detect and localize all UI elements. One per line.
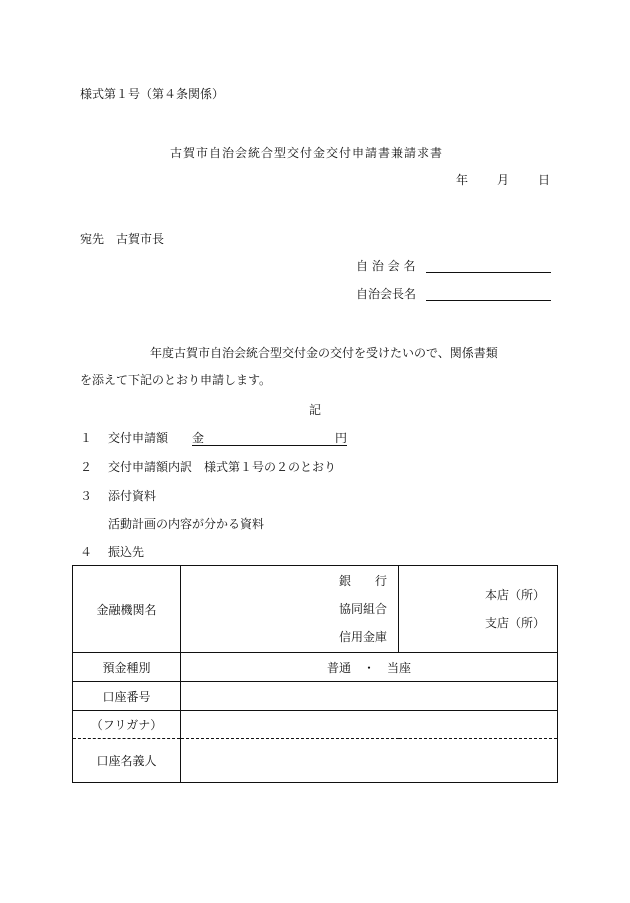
association-name-field[interactable] xyxy=(426,259,551,273)
bank-account-table xyxy=(72,565,558,783)
furigana-label: （フリガナ） xyxy=(73,711,181,739)
account-number-row xyxy=(73,682,558,711)
deposit-type-value[interactable]: 普通 ・ 当座 xyxy=(181,653,558,682)
institution-row xyxy=(73,566,558,653)
association-name-label: 自 治 会 名 xyxy=(356,259,416,273)
item2-label: 交付申請額内訳 様式第１号の２のとおり xyxy=(108,460,337,474)
institution-label: 金融機関名 xyxy=(73,566,181,653)
item4-number: ４ xyxy=(80,545,93,559)
deposit-type-label: 預金種別 xyxy=(73,653,181,682)
bank-type-cell[interactable] xyxy=(181,566,399,653)
bank-type-cooperative: 協同組合 xyxy=(338,602,387,616)
account-number-label: 口座番号 xyxy=(73,682,181,711)
account-holder-label: 口座名義人 xyxy=(73,739,181,783)
date-day: 日 xyxy=(538,173,551,187)
item1-number: １ xyxy=(80,431,93,445)
bank-type-bank: 銀 行 xyxy=(338,574,387,588)
form-number: 様式第１号（第４条関係） xyxy=(80,87,225,101)
branch-head-office: 本店（所） xyxy=(484,588,545,602)
amount-prefix: 金 xyxy=(192,431,205,445)
chairperson-name-label: 自治会長名 xyxy=(356,287,417,301)
page-title: 古賀市自治会統合型交付金交付申請書兼請求書 xyxy=(170,146,444,160)
furigana-row xyxy=(73,711,558,739)
branch-office: 支店（所） xyxy=(484,616,545,630)
body-text-line2: を添えて下記のとおり申請します。 xyxy=(80,373,272,387)
item3-number: ３ xyxy=(80,489,93,503)
account-holder-row xyxy=(73,739,558,783)
addressee: 宛先 古賀市長 xyxy=(80,232,165,246)
item3-label: 添付資料 xyxy=(108,489,157,503)
item4-label: 振込先 xyxy=(108,545,145,559)
furigana-field[interactable] xyxy=(181,711,558,739)
chairperson-name-field[interactable] xyxy=(426,287,551,301)
amount-field[interactable] xyxy=(192,431,347,446)
account-number-field[interactable] xyxy=(181,682,558,711)
item3-detail: 活動計画の内容が分かる資料 xyxy=(108,517,265,531)
date-month: 月 xyxy=(497,173,510,187)
account-holder-field[interactable] xyxy=(181,739,558,783)
item2-number: ２ xyxy=(80,460,93,474)
ki-heading: 記 xyxy=(309,403,322,417)
date-year: 年 xyxy=(456,173,469,187)
body-text-line1: 年度古賀市自治会統合型交付金の交付を受けたいので、関係書類 xyxy=(150,346,498,360)
item1-label: 交付申請額 xyxy=(108,431,169,445)
branch-cell[interactable] xyxy=(399,566,558,653)
amount-suffix: 円 xyxy=(334,431,347,445)
bank-type-shinkin: 信用金庫 xyxy=(338,630,387,644)
deposit-type-row xyxy=(73,653,558,682)
